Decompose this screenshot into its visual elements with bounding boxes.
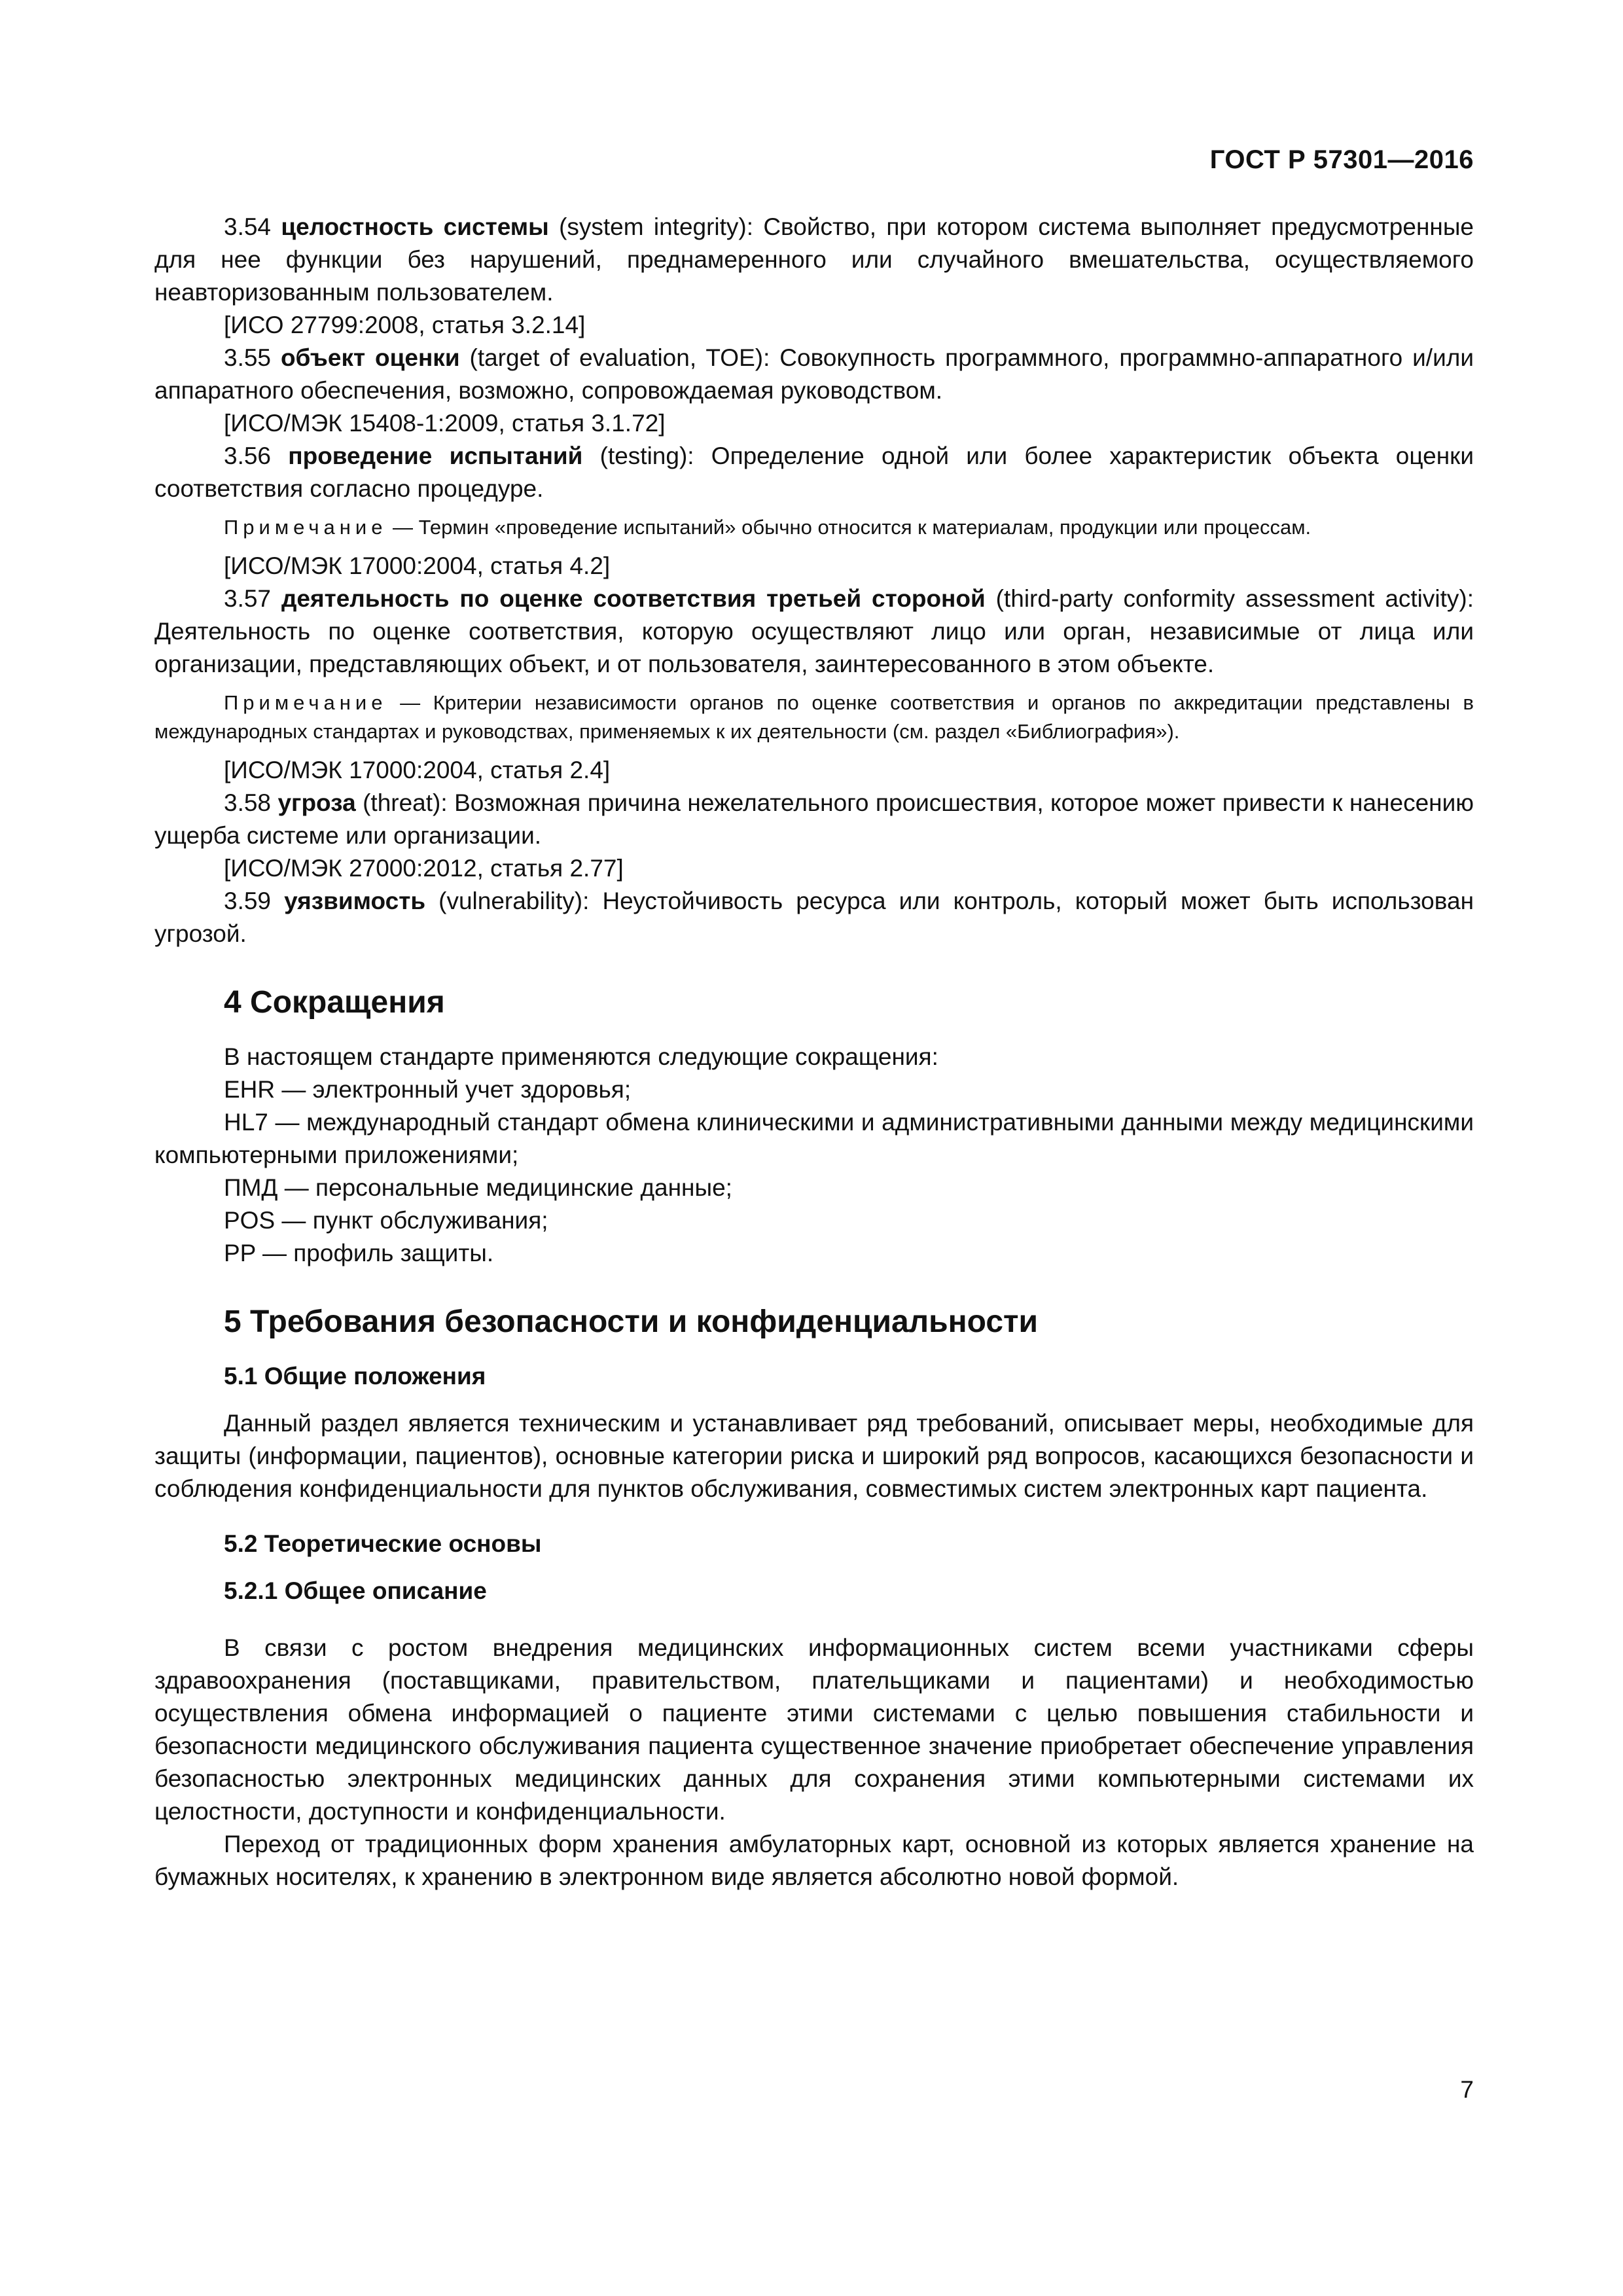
term-name: проведение испытаний	[288, 442, 583, 469]
term-reference: [ИСО/МЭК 15408-1:2009, статья 3.1.72]	[224, 410, 666, 437]
term-text: (vulnerability): Неустойчивость ресурса или контроль, который может быть использован угрозой.	[154, 888, 1474, 947]
body-paragraph: В связи с ростом внедрения медицинских информационных систем всеми участниками сферы здравоохранения (поставщиками, правительством, плательщиками и пациентами) и необходимостью осуществления обмена информацией о пациенте этими системами с целью повышения стабильности и безопасности медицинского обслуживания пациента существенное значение приобретает обеспечение управления безопасностью электронных медицинских данных для сохранения этими компьютерными системами их целостности, доступности и конфиденциальности.	[154, 1634, 1474, 1825]
note-text: — Критерии независимости органов по оценке соответствия и органов по аккредитации представлены в международных стандартах и руководствах, применяемых к их деятельности (см. раздел «Библиография»).	[154, 691, 1474, 743]
abbreviation-item: POS — пункт обслуживания;	[224, 1207, 548, 1234]
term-text: (system integrity): Свойство, при котором система выполняет предусмотренные для нее функции без нарушений, преднамеренного или случайного вмешательства, осуществляемого неавторизованным пользователем.	[154, 213, 1474, 306]
body-paragraph: Данный раздел является техническим и устанавливает ряд требований, описывает меры, необходимые для защиты (информации, пациентов), основные категории риска и широкий ряд вопросов, касающихся безопасности и соблюдения конфиденциальности для пунктов обслуживания, совместимых систем электронных карт пациента.	[154, 1410, 1474, 1502]
term-definition	[154, 583, 1474, 681]
term-text: (testing): Определение одной или более характеристик объекта оценки соответствия согласно процедуре.	[154, 442, 1474, 502]
term-definition	[154, 440, 1474, 505]
term-number: 3.57	[224, 585, 272, 612]
term-text: (third-party conformity assessment activity): Деятельность по оценке соответствия, которую осуществляют лицо или орган, независимые от лица или организации, представляющих объект, и от пользователя, заинтересованного в этом объекте.	[154, 585, 1474, 677]
term-reference: [ИСО/МЭК 17000:2004, статья 4.2]	[224, 552, 611, 579]
section-heading: 5 Требования безопасности и конфиденциальности	[224, 1304, 1039, 1339]
section-intro: В настоящем стандарте применяются следующие сокращения:	[224, 1043, 938, 1070]
term-definition	[154, 885, 1474, 950]
term-number: 3.56	[224, 442, 272, 469]
term-name: объект оценки	[280, 344, 460, 371]
term-name: угроза	[277, 789, 356, 816]
section-heading: 4 Сокращения	[224, 985, 445, 1020]
page-number: 7	[1460, 2076, 1474, 2103]
term-text: (target of evaluation, TOE): Совокупность программного, программно-аппаратного и/или аппаратного обеспечения, возможно, сопровождаемая руководством.	[154, 344, 1474, 404]
subsection-heading: 5.2 Теоретические основы	[224, 1530, 542, 1557]
term-number: 3.59	[224, 888, 272, 914]
term-number: 3.54	[224, 213, 272, 240]
abbreviation-item: EHR — электронный учет здоровья;	[224, 1076, 632, 1103]
term-definition	[154, 342, 1474, 407]
term-reference: [ИСО 27799:2008, статья 3.2.14]	[224, 312, 586, 338]
term-definition	[154, 211, 1474, 309]
note-label: Примечание	[224, 691, 387, 714]
subsubsection-heading: 5.2.1 Общее описание	[224, 1577, 487, 1604]
page-content	[154, 211, 1474, 1893]
term-number: 3.55	[224, 344, 272, 371]
term-text: (threat): Возможная причина нежелательного происшествия, которое может привести к нанесению ущерба системе или организации.	[154, 789, 1474, 849]
term-definition	[154, 787, 1474, 852]
term-name: деятельность по оценке соответствия третьей стороной	[281, 585, 986, 612]
term-name: целостность системы	[281, 213, 549, 240]
term-number: 3.58	[224, 789, 272, 816]
term-note	[154, 689, 1474, 746]
document-code-header: ГОСТ Р 57301—2016	[1209, 145, 1474, 174]
note-label: Примечание	[224, 516, 387, 539]
term-reference: [ИСО/МЭК 17000:2004, статья 2.4]	[224, 757, 611, 783]
note-text: — Термин «проведение испытаний» обычно относится к материалам, продукции или процессам.	[387, 516, 1311, 539]
term-note	[154, 513, 1474, 542]
abbreviation-item: ПМД — персональные медицинские данные;	[224, 1174, 732, 1201]
subsection-heading: 5.1 Общие положения	[224, 1363, 486, 1390]
term-name: уязвимость	[284, 888, 426, 914]
abbreviation-item: PP — профиль защиты.	[224, 1240, 494, 1266]
abbreviation-item: HL7 — международный стандарт обмена клиническими и административными данными между медицинскими компьютерными приложениями;	[154, 1109, 1474, 1168]
body-paragraph: Переход от традиционных форм хранения амбулаторных карт, основной из которых является хранение на бумажных носителях, к хранению в электронном виде является абсолютно новой формой.	[154, 1831, 1474, 1890]
term-reference: [ИСО/МЭК 27000:2012, статья 2.77]	[224, 855, 624, 882]
